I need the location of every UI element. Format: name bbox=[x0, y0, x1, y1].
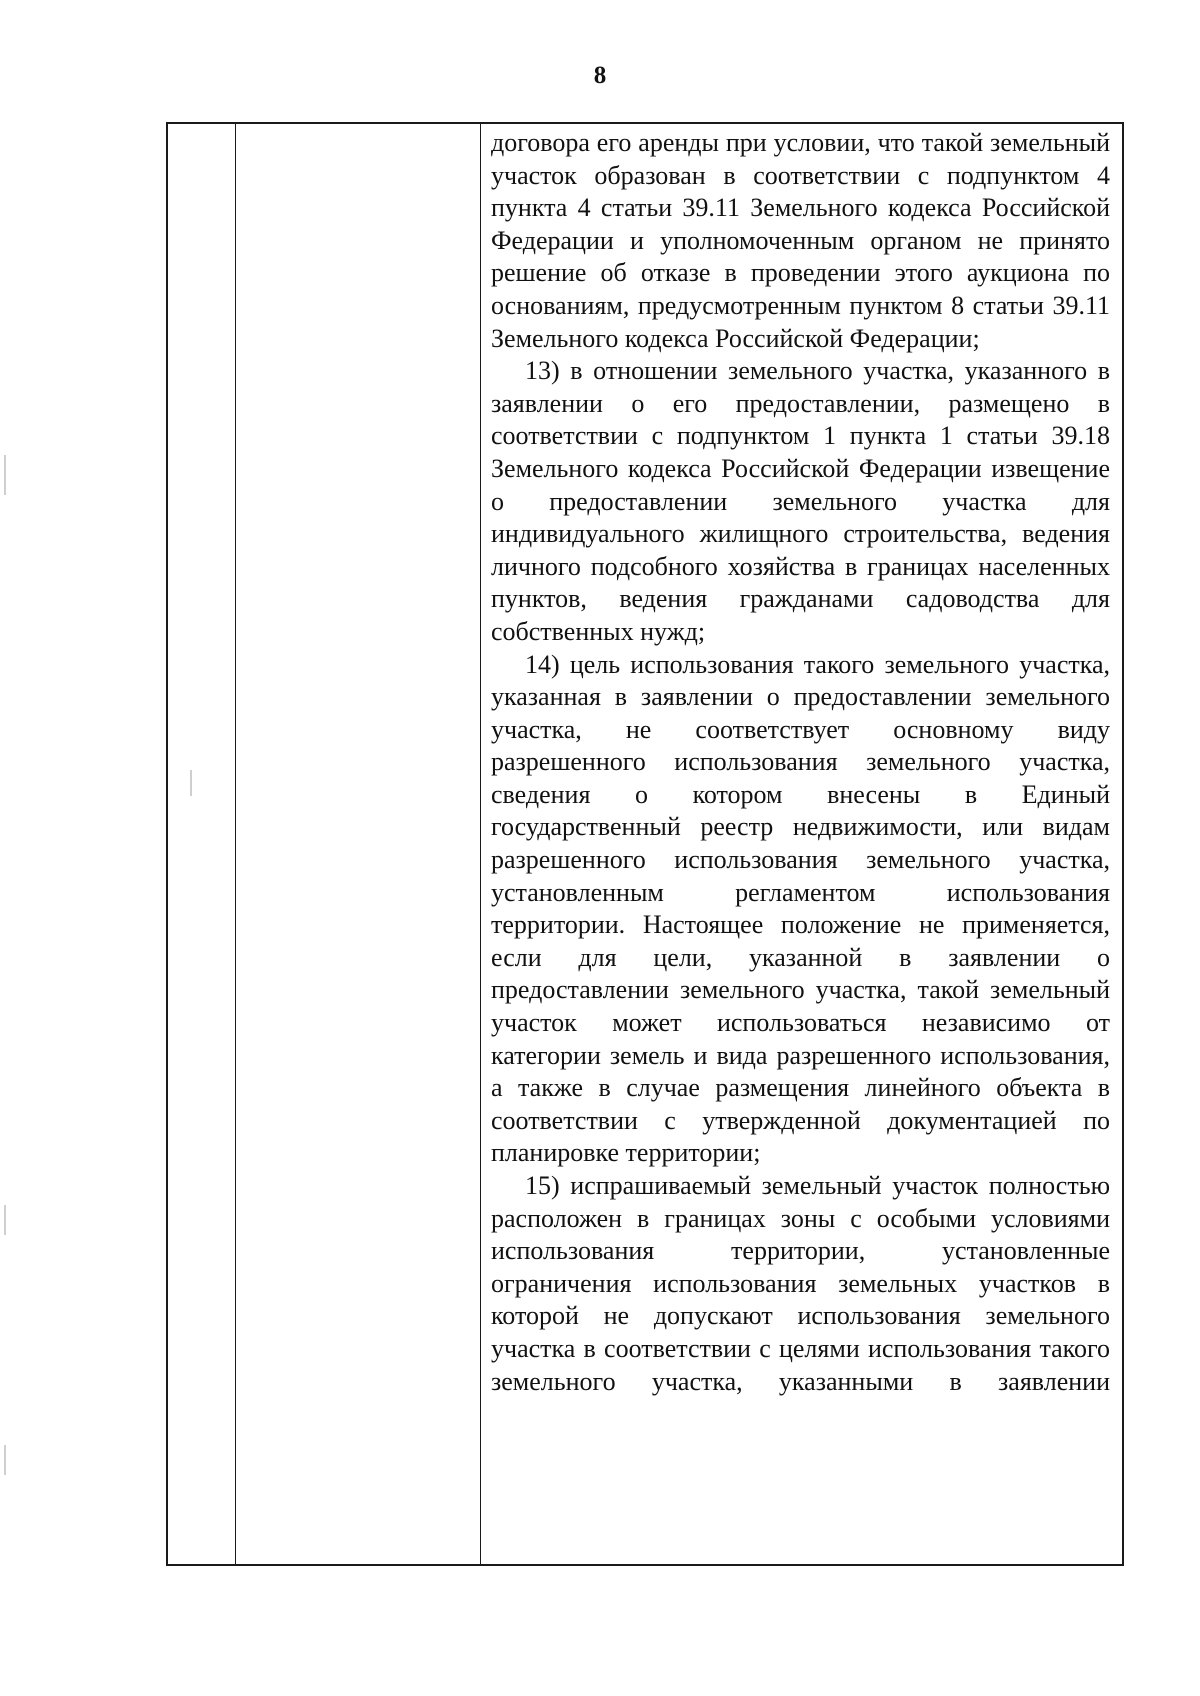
page-number: 8 bbox=[593, 62, 607, 89]
paragraph-item-14: 14) цель использования такого земельного участка, указанная в заявлении о предоставлении земельного участка, не соответствует основному виду разрешенного использования земельного участка, сведения о котором внесены в Единый государственный реестр недвижимости, или видам разрешенного использования земельного участка, установленным регламентом использования территории. Настоящее положение не применяется, если для цели, указанной в заявлении о предоставлении земельного участка, такой земельный участок может использоваться независимо от категории земель и вида разрешенного использования, а также в случае размещения линейного объекта в соответствии с утвержденной документацией по планировке территории; bbox=[491, 649, 1110, 1168]
paragraph-item-13: 13) в отношении земельного участка, указанного в заявлении о его предоставлении, размещено в соответствии с подпунктом 1 пункта 1 статьи 39.18 Земельного кодекса Российской Федерации извещение о предоставлении земельного участка для индивидуального жилищного строительства, ведения личного подсобного хозяйства в границах населенных пунктов, ведения гражданами садоводства для собственных нужд; bbox=[491, 356, 1110, 646]
table-column-name bbox=[236, 124, 481, 1564]
table-column-number bbox=[168, 124, 236, 1564]
scan-artifact bbox=[4, 1205, 6, 1235]
scan-artifact bbox=[4, 1445, 6, 1475]
paragraph-item-15: 15) испрашиваемый земельный участок полностью расположен в границах зоны с особыми условиями использования территории, установленные ограничения использования земельных участков в которой не допускают использования земельного участка в соответствии с целями использования такого земельного участка, указанными в заявлении bbox=[491, 1171, 1110, 1396]
scan-artifact bbox=[4, 455, 6, 495]
document-table bbox=[166, 122, 1124, 1566]
paragraph-item-12-continuation: договора его аренды при условии, что такой земельный участок образован в соответствии с подпунктом 4 пункта 4 статьи 39.11 Земельного кодекса Российской Федерации и уполномоченным органом не принято решение об отказе в проведении этого аукциона по основаниям, предусмотренным пунктом 8 статьи 39.11 Земельного кодекса Российской Федерации; bbox=[491, 128, 1110, 353]
table-column-grounds bbox=[481, 124, 1122, 1564]
scan-artifact bbox=[190, 770, 192, 796]
